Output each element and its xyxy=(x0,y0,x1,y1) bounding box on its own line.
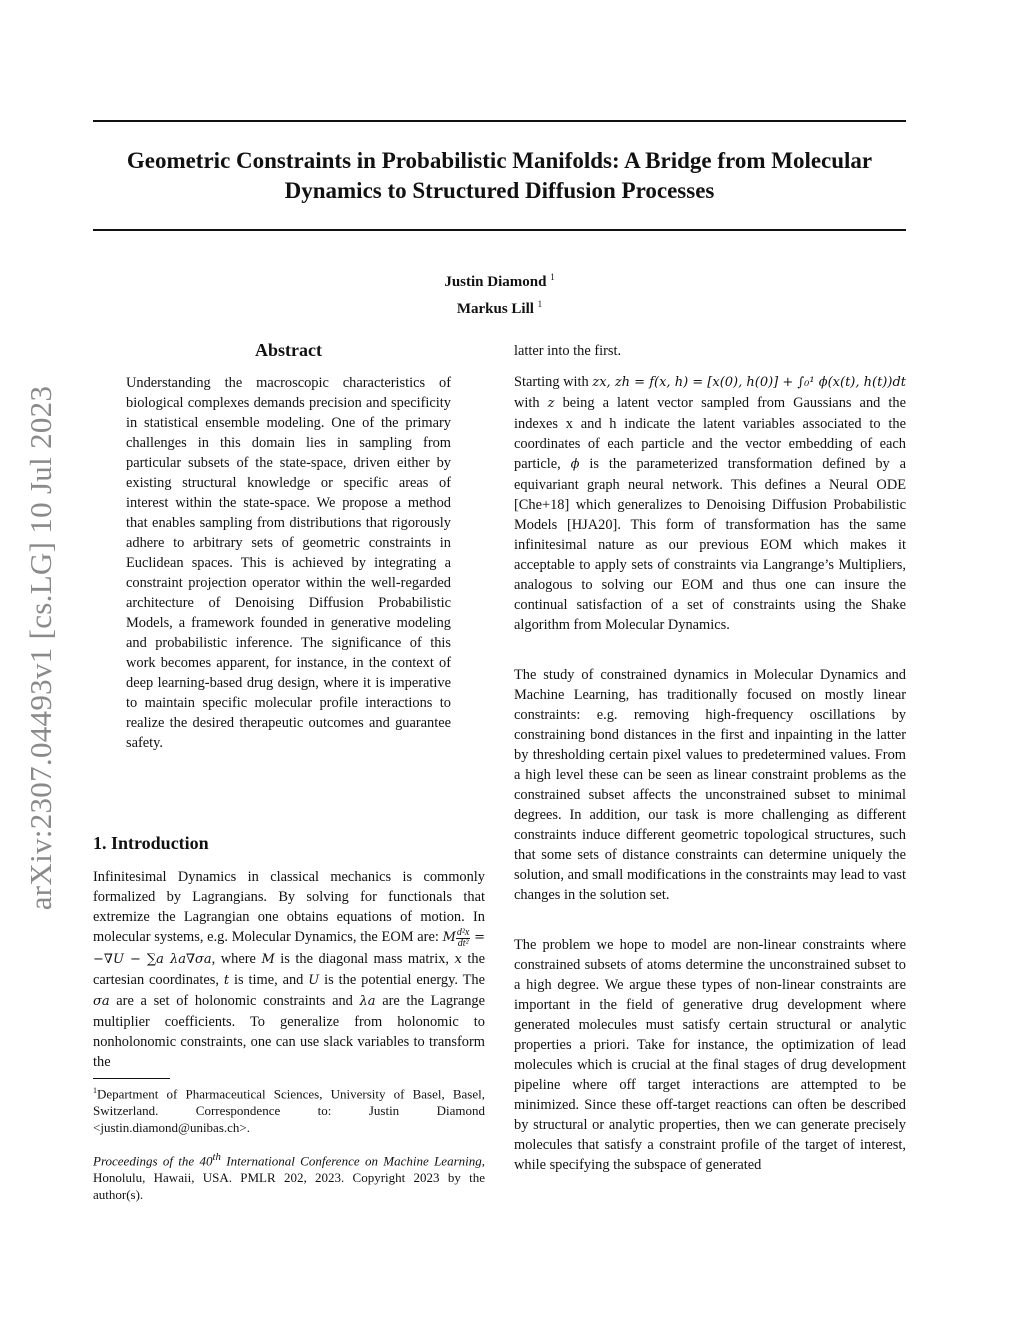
introduction-paragraph: Infinitesimal Dynamics in classical mechanics is commonly formalized by Lagrangians. By solving for functionals that extremize the Lagrangian one obtains equations of motion. In molecular systems, e.g. Molecular Dynamics, the EOM are: M $\frac{\text{d²x}}{\text{dt²}}$ = −∇U − ∑a λa∇σa, where M is the diagonal mass matrix, x the cartesian coordinates, t is time, and U is the potential energy. The σa are a set of holonomic constraints and λa are the Lagrange multiplier coefficients. To generalize from holonomic to nonholonomic constraints, one can use slack variables to transform the xyxy=(93,869,485,1070)
section-heading-introduction: 1. Introduction xyxy=(93,833,209,853)
author-2: Markus Lill $^1$ xyxy=(456,299,543,317)
paragraph-study: The study of constrained dynamics in Molecular Dynamics and Machine Learning, has traditionally focused on mostly linear constraints: e.g. removing high-frequency oscillations by constraining bond distances in the first and inpainting in the latter by thresholding certain pixel values to predetermined values. From a high level these can be seen as linear constraint problems as the constrained subset affects the unconstrained subset to minimal degrees. In addition, our task is more challenging as different constraints induce different geometric topological structures, such that some sets of distance constraints can determine uniquely the solution, and small modifications in the constraints may lead to vast changes in the solution set. xyxy=(514,667,906,903)
second-derivative-fraction: $\frac{\text{d²x}}{\text{dt²}}$ xyxy=(456,927,470,949)
title-rule-bottom xyxy=(93,229,906,231)
arxiv-stamp: arXiv:2307.04493v1 [cs.LG] 10 Jul 2023 xyxy=(23,385,58,911)
paragraph-starting: Starting with zx, zh = f(x, h) = [x(0), h(0)] + ∫₀¹ ϕ(x(t), h(t))dt with z being a latent vector sampled from Gaussians and the indexes x and h indicate the latent variables associated to the coordinates of each particle and the vector embedding of each particle, ϕ is the parameterized transformation defined by a equivariant graph neural network. This defines a Neural ODE [Che+18] which generalizes to Denoising Diffusion Probabilistic Models [HJA20]. This form of transformation has the same infinitesimal nature as our previous EOM which makes it acceptable to apply sets of constraints via Langrange’s Multipliers, analogous to solving our EOM and thus one can insure the continual satisfaction of a set of constraints using the Shake algorithm from Molecular Dynamics. xyxy=(514,374,907,633)
abstract-heading: Abstract xyxy=(255,340,322,360)
paragraph-latter: latter into the first. xyxy=(514,343,622,359)
proceedings-note: Proceedings of the 40th International Conference on Machine Learning, Honolulu, Hawaii, USA. PMLR 202, 2023. Copyright 2023 by the author(s). xyxy=(93,1151,485,1203)
paragraph-problem: The problem we hope to model are non-linear constraints where constrained subsets of atoms determine the unconstrained subset to a high degree. We argue these types of non-linear constraints are important in the field of generative drug development where generated molecules must satisfy certain structural or analytic properties a priori. Take for instance, the optimization of lead molecules which is crucial at the final stages of drug development pipeline where off target interactions are attempted to be minimized. Since these off-target reactions can often be described by structural or analytic properties, then we can generate precisely molecules that satisfy a constraint profile of the target of interest, while specifying the subspace of generated xyxy=(514,937,906,1173)
author-1: Justin Diamond $^1$ xyxy=(444,272,555,290)
affiliation-footnote: $^1$Department of Pharmaceutical Sciences, University of Basel, Basel, Switzerland. Correspondence to: Justin Diamond <justin.diamond@unibas.ch>. xyxy=(93,1086,485,1136)
paper-title: Geometric Constraints in Probabilistic Manifolds: A Bridge from Molecular Dynamics to Structured Diffusion Processes xyxy=(126,148,873,203)
title-rule-top xyxy=(93,120,906,122)
abstract-text: Understanding the macroscopic characteristics of biological complexes demands precision and specificity in statistical ensemble modeling. One of the primary challenges in this domain lies in sampling from particular subsets of the state-space, driven either by existing structural knowledge or specific areas of interest within the state-space. We propose a method that enables sampling from distributions that rigorously adhere to arbitrary sets of geometric constraints in Euclidean spaces. This is achieved by integrating a constraint projection operator within the well-regarded architecture of Denoising Diffusion Probabilistic Models, a framework founded in generative modeling and probabilistic inference. The significance of this work becomes apparent, for instance, in the context of deep learning-based drug design, where it is imperative to maintain specific molecular profile interactions to realize the desired therapeutic outcomes and guarantee safety. xyxy=(126,375,451,751)
footnote-rule xyxy=(93,1078,170,1079)
author-block xyxy=(93,266,906,320)
